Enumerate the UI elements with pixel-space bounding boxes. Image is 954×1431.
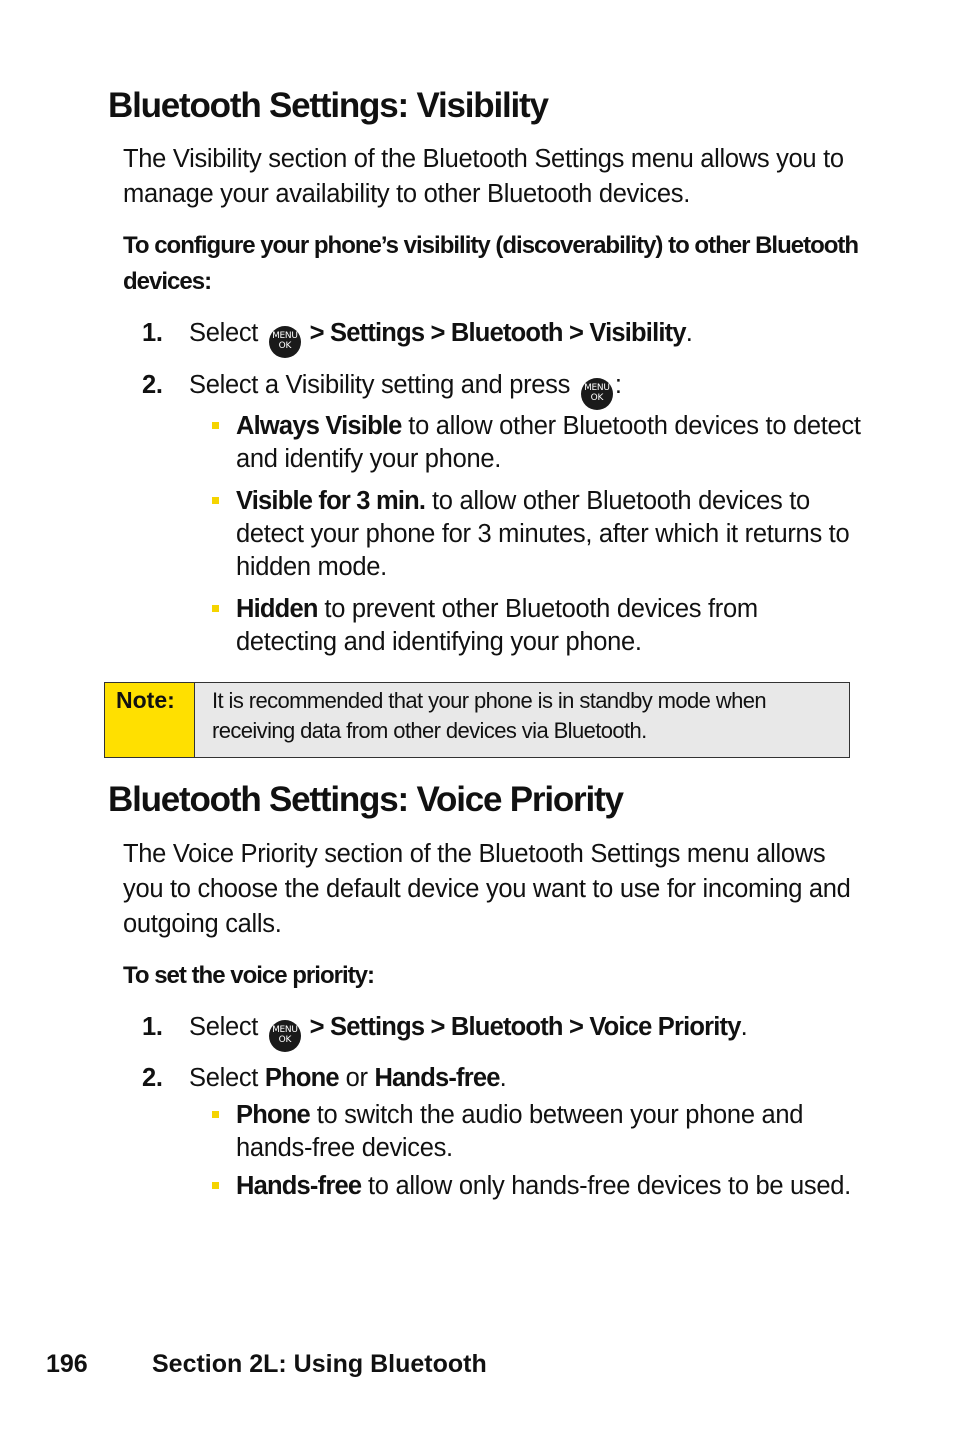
option-visible-3-min: Visible for 3 min. to allow other Bluetooth devices to detect your phone for 3 minutes, after which it returns to hidden mode. (212, 485, 862, 584)
bullet-square-icon (212, 605, 219, 612)
voice-priority-intro: The Voice Priority section of the Bluetooth Settings menu allows you to choose the default device you want to use for incoming and outgoing calls. (123, 840, 851, 938)
step-number: 1. (142, 319, 163, 347)
section-heading-visibility: Bluetooth Settings: Visibility (108, 86, 548, 125)
option-hands-free: Hands-free to allow only hands-free devices to be used. (212, 1170, 862, 1203)
voice-priority-task-heading: To set the voice priority: (123, 962, 374, 989)
step-text: Select (189, 1013, 259, 1041)
visibility-step-2: 2. Select a Visibility setting and press MENU OK : (142, 368, 622, 410)
step-number: 1. (142, 1013, 163, 1041)
visibility-intro: The Visibility section of the Bluetooth Settings menu allows you to manage your availability to other Bluetooth devices. (123, 145, 844, 208)
note-text: It is recommended that your phone is in standby mode when receiving data from other devices via Bluetooth. (195, 683, 849, 757)
menu-path: > Settings > Bluetooth > Voice Priority (309, 1013, 741, 1041)
menu-path: > Settings > Bluetooth > Visibility (309, 319, 686, 347)
option-phone: Phone to switch the audio between your phone and hands-free devices. (212, 1099, 862, 1165)
bullet-square-icon (212, 497, 219, 504)
menu-ok-icon: MENU OK (269, 326, 301, 358)
voice-priority-step-2: 2. Select Phone or Hands-free. (142, 1061, 506, 1095)
bullet-square-icon (212, 1111, 219, 1118)
visibility-step-1: 1. Select MENU OK > Settings > Bluetooth > Visibility. (142, 316, 693, 358)
bullet-square-icon (212, 422, 219, 429)
step-text: Select a Visibility setting and press (189, 371, 571, 399)
visibility-task-heading: To configure your phone’s visibility (discoverability) to other Bluetooth devices: (123, 232, 859, 295)
footer-section-title: Section 2L: Using Bluetooth (152, 1350, 487, 1378)
step-number: 2. (142, 1064, 163, 1092)
note-box (104, 682, 850, 758)
option-always-visible: Always Visible to allow other Bluetooth devices to detect and identify your phone. (212, 410, 862, 476)
voice-priority-step-1: 1. Select MENU OK > Settings > Bluetooth > Voice Priority. (142, 1010, 747, 1052)
menu-ok-icon: MENU OK (581, 378, 613, 410)
option-hidden: Hidden to prevent other Bluetooth devices from detecting and identifying your phone. (212, 593, 862, 659)
step-text: Select (189, 319, 259, 347)
note-label: Note: (105, 683, 195, 757)
bullet-square-icon (212, 1182, 219, 1189)
section-heading-voice-priority: Bluetooth Settings: Voice Priority (108, 780, 623, 819)
page-number: 196 (46, 1350, 88, 1378)
menu-ok-icon: MENU OK (269, 1020, 301, 1052)
step-number: 2. (142, 371, 163, 399)
